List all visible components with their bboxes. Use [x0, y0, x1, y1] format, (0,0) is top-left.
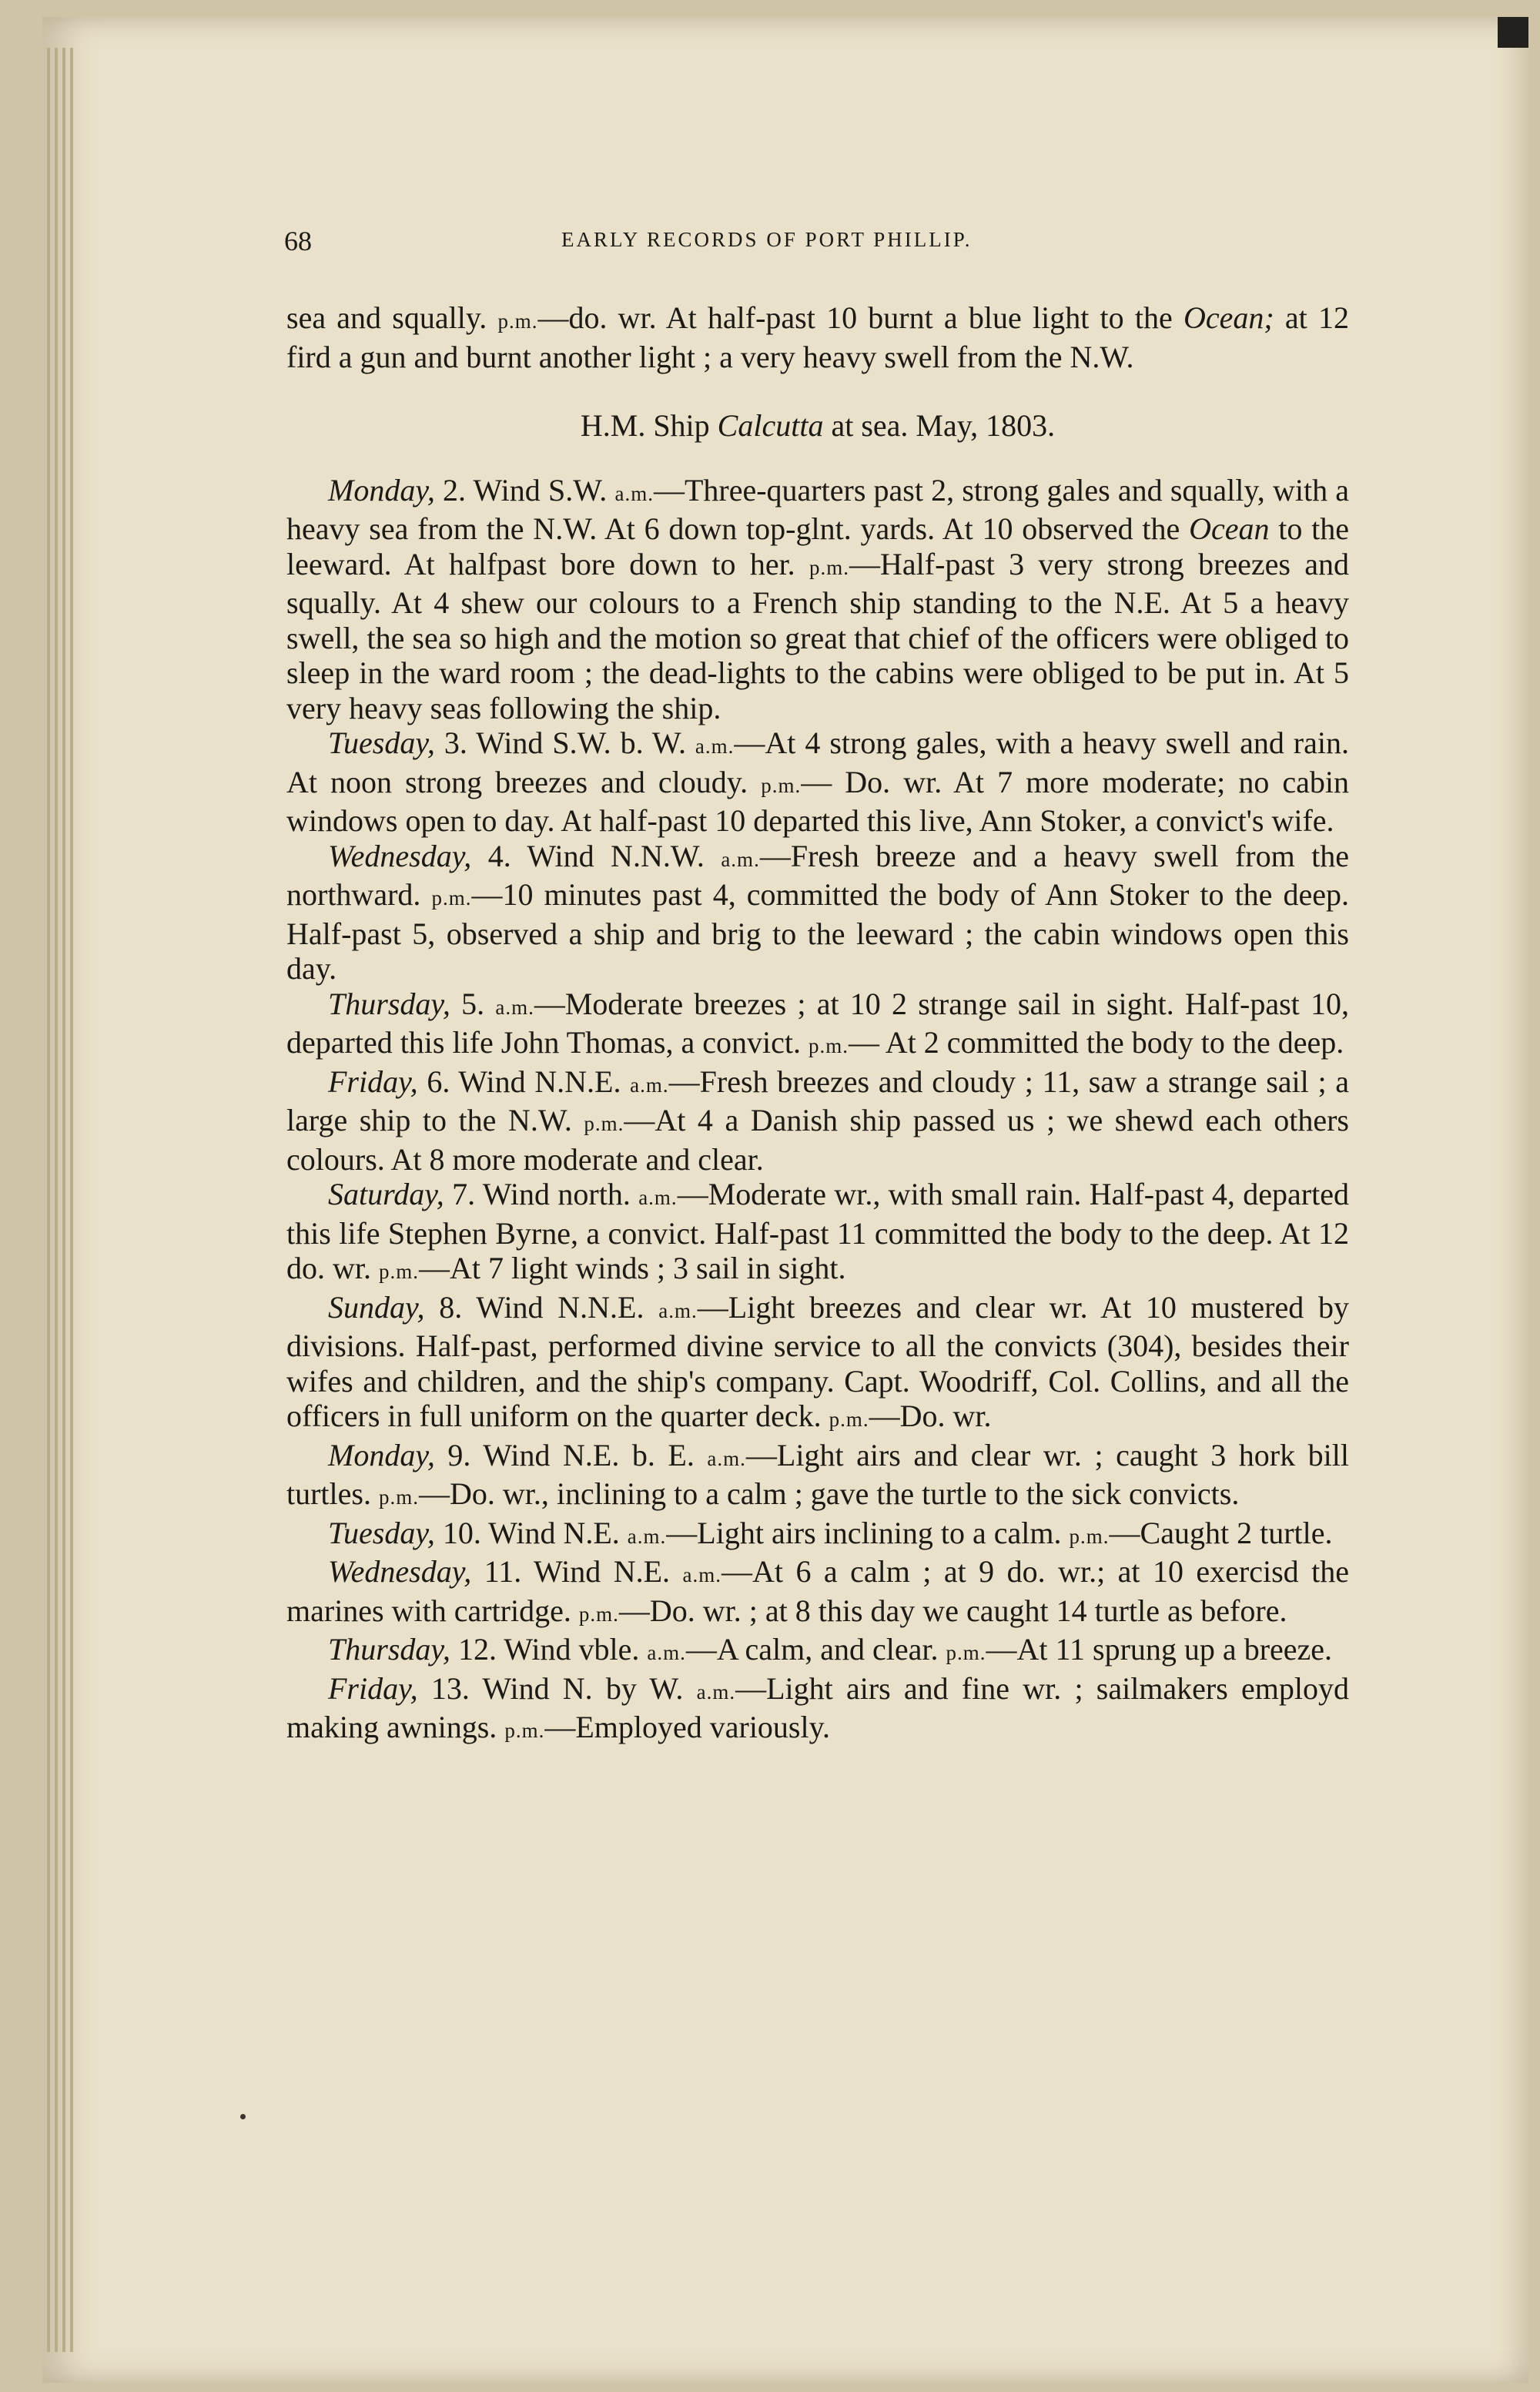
- entry-text: —Light airs inclining to a calm.: [666, 1515, 1070, 1550]
- pm-marker: p.m.: [497, 310, 538, 333]
- pm-marker: p.m.: [504, 1719, 545, 1742]
- entry-text: —At 7 light winds ; 3 sail in sight.: [419, 1251, 846, 1285]
- pm-marker: p.m.: [431, 886, 472, 910]
- entry-text: 3. Wind S.W. b. W.: [434, 725, 695, 760]
- heading-prefix: H.M. Ship: [580, 408, 710, 443]
- opening-paragraph: [286, 300, 1349, 374]
- log-entry: [286, 1290, 1349, 1438]
- entry-text: 10. Wind N.E.: [434, 1515, 628, 1550]
- pm-marker: p.m.: [808, 555, 849, 579]
- am-marker: a.m.: [682, 1563, 721, 1586]
- log-entry: [286, 1554, 1349, 1632]
- page-edge: [47, 48, 50, 2352]
- log-entry: [286, 1632, 1349, 1671]
- opening-text: at 12 fird a gun and burnt another light ; a very heavy swell from the N.W.: [286, 300, 1349, 374]
- entry-text: 6. Wind N.N.E.: [417, 1064, 631, 1099]
- opening-text: sea and squally.: [286, 300, 487, 335]
- entry-text: —Caught 2 turtle.: [1109, 1515, 1333, 1550]
- entry-text: —Light airs and fine wr. ; sailmakers employd making awnings.: [286, 1670, 1349, 1744]
- ink-spot: [240, 2114, 246, 2119]
- log-entry: [286, 725, 1349, 839]
- am-marker: a.m.: [627, 1524, 667, 1548]
- entry-text: —10 minutes past 4, committed the body of Ann Stoker to the deep. Half-past 5, observed a ship and brig to the leeward ; the cabin windows open this day.: [286, 877, 1349, 986]
- page-edge: [62, 48, 65, 2352]
- am-marker: a.m.: [707, 1446, 746, 1470]
- entry-text: —Light breezes and clear wr. At 10 mustered by divisions. Half-past, performed divine service to all the convicts (304), besides their wifes and children, and the ship's company. Capt. Woodriff, Col. Collins, and all the officers in full uniform on the quarter deck.: [286, 1289, 1349, 1433]
- entry-day: Tuesday,: [328, 1515, 435, 1550]
- ship-name: Ocean;: [1183, 300, 1274, 335]
- entry-text: 7. Wind north.: [444, 1177, 639, 1211]
- pm-marker: p.m.: [946, 1641, 986, 1664]
- pm-marker: p.m.: [829, 1408, 869, 1431]
- entry-text: —Moderate wr., with small rain. Half-past 4, departed this life Stephen Byrne, a convict. Half-past 11 committed the body to the deep. At 12 do. wr.: [286, 1177, 1349, 1285]
- opening-text: —do. wr. At half-past 10 burnt a blue light to the: [537, 300, 1173, 335]
- am-marker: a.m.: [495, 995, 534, 1019]
- log-entry: [286, 839, 1349, 987]
- entry-day: Thursday,: [328, 1632, 450, 1667]
- running-title: EARLY RECORDS OF PORT PHILLIP.: [561, 228, 973, 251]
- entry-text: 5.: [450, 986, 496, 1021]
- am-marker: a.m.: [638, 1186, 678, 1209]
- page-number: 68: [284, 226, 312, 256]
- entry-text: —At 4 strong gales, with a heavy swell and rain. At noon strong breezes and cloudy.: [286, 725, 1349, 799]
- pm-marker: p.m.: [379, 1260, 420, 1283]
- entry-text: —Do. wr., inclining to a calm ; gave the turtle to the sick convicts.: [419, 1476, 1240, 1511]
- entry-text: —At 6 a calm ; at 9 do. wr.; at 10 exercisd the marines with cartridge.: [286, 1554, 1349, 1628]
- pm-marker: p.m.: [584, 1112, 624, 1135]
- entry-day: Thursday,: [328, 986, 450, 1021]
- entry-text: —Moderate breezes ; at 10 2 strange sail in sight. Half-past 10, departed this life John Thomas, a convict.: [286, 986, 1349, 1060]
- entry-text: 12. Wind vble.: [450, 1632, 648, 1667]
- page-edge: [70, 48, 73, 2352]
- log-entry: [286, 987, 1349, 1064]
- pm-marker: p.m.: [1069, 1524, 1110, 1548]
- entry-text: —Do. wr.: [869, 1399, 992, 1433]
- am-marker: a.m.: [721, 847, 760, 871]
- entry-text: 4. Wind N.N.W.: [471, 838, 721, 873]
- corner-mark: [1498, 17, 1528, 48]
- entry-text: —Fresh breeze and a heavy swell from the northward.: [286, 838, 1349, 912]
- section-heading: [286, 408, 1349, 444]
- entry-text: —Light airs and clear wr. ; caught 3 hork bill turtles.: [286, 1437, 1350, 1511]
- entry-day: Sunday,: [328, 1289, 425, 1325]
- log-entry: [286, 1438, 1349, 1516]
- am-marker: a.m.: [647, 1641, 686, 1664]
- log-entry: [286, 1177, 1349, 1290]
- entry-text: — Do. wr. At 7 more moderate; no cabin windows open to day. At half-past 10 departed this live, Ann Stoker, a convict's wife.: [286, 764, 1349, 838]
- entry-text: —At 4 a Danish ship passed us ; we shewd each others colours. At 8 more moderate and clear.: [286, 1103, 1349, 1177]
- entry-text: 9. Wind N.E. b. E.: [434, 1437, 708, 1472]
- entry-day: Friday,: [328, 1064, 418, 1099]
- entry-day: Monday,: [328, 1437, 435, 1472]
- entry-text: 13. Wind N. by W.: [417, 1670, 697, 1706]
- entry-text: —At 11 sprung up a breeze.: [986, 1632, 1333, 1667]
- log-entry: [286, 1671, 1349, 1749]
- log-entry: [286, 473, 1349, 726]
- heading-suffix: at sea. May, 1803.: [831, 408, 1056, 443]
- log-entry: [286, 1516, 1349, 1555]
- entry-text: 11. Wind N.E.: [471, 1554, 683, 1589]
- entry-text: —Half-past 3 very strong breezes and squally. At 4 shew our colours to a French ship standing to the N.E. At 5 a heavy swell, the sea so high and the motion so great that chief of the officers were obliged to sleep in the ward room ; the dead-lights to the cabins were obliged to be put in. At 5 very heavy seas following the ship.: [286, 546, 1350, 725]
- page-edge: [55, 48, 58, 2352]
- pm-marker: p.m.: [761, 773, 802, 797]
- entry-text: —A calm, and clear.: [685, 1632, 946, 1667]
- log-entry: [286, 1064, 1349, 1178]
- pm-marker: p.m.: [578, 1602, 619, 1626]
- entry-text: —Three-quarters past 2, strong gales and squally, with a heavy sea from the N.W. At 6 down top-glnt. yards. At 10 observed the: [286, 472, 1349, 546]
- entry-text: —Fresh breezes and cloudy ; 11, saw a strange sail ; a large ship to the N.W.: [286, 1064, 1350, 1137]
- entry-text: to the leeward. At halfpast bore down to her.: [286, 511, 1349, 581]
- pm-marker: p.m.: [808, 1034, 849, 1057]
- heading-ship: Calcutta: [717, 408, 824, 443]
- am-marker: a.m.: [658, 1298, 698, 1322]
- entry-day: Friday,: [328, 1670, 418, 1706]
- entry-text: 8. Wind N.N.E.: [424, 1289, 659, 1325]
- ship-name: Ocean: [1189, 511, 1270, 546]
- entry-text: — At 2 committed the body to the deep.: [849, 1025, 1344, 1060]
- am-marker: a.m.: [696, 1680, 736, 1704]
- am-marker: a.m.: [614, 481, 654, 505]
- page-body: [286, 300, 1349, 1749]
- pm-marker: p.m.: [378, 1486, 419, 1509]
- entry-text: —Do. wr. ; at 8 this day we caught 14 turtle as before.: [618, 1593, 1287, 1628]
- entry-day: Wednesday,: [328, 1554, 472, 1589]
- page-header: [284, 225, 1370, 256]
- entry-day: Saturday,: [328, 1177, 444, 1211]
- am-marker: a.m.: [630, 1073, 669, 1097]
- entry-day: Monday,: [328, 472, 435, 508]
- am-marker: a.m.: [695, 735, 735, 758]
- entry-day: Tuesday,: [328, 725, 435, 760]
- entry-day: Wednesday,: [328, 838, 472, 873]
- entry-text: —Employed variously.: [544, 1710, 831, 1744]
- entry-text: 2. Wind S.W.: [434, 472, 615, 508]
- log-entries: [286, 473, 1349, 1749]
